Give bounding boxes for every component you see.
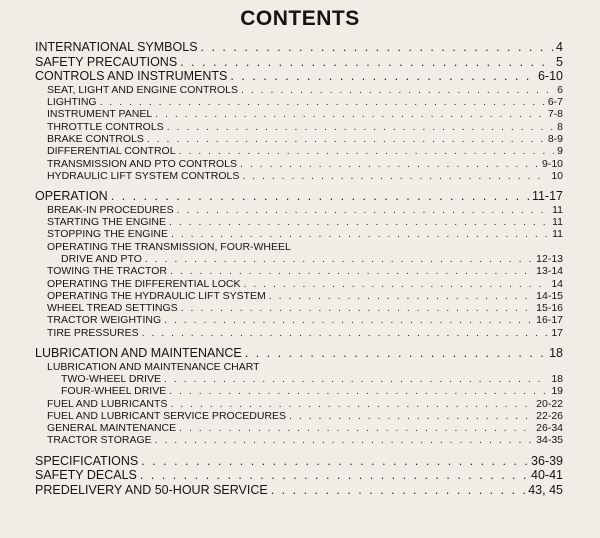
toc-entry-title: GENERAL MAINTENANCE [47,422,177,435]
toc-entry [35,265,563,277]
dot-leader [145,253,533,265]
toc-entry [35,434,563,446]
toc-entry-page: 7-8 [547,108,563,121]
dot-leader [169,385,548,397]
toc-entry-title: THROTTLE CONTROLS [47,120,164,133]
toc-entry-title: TRANSMISSION AND PTO CONTROLS [47,157,237,170]
toc-entry-page: 40-41 [531,468,563,483]
toc-entry-title: WHEEL TREAD SETTINGS [47,302,178,315]
toc-entry-page: 26-34 [536,422,563,435]
toc-entry-page: 6-7 [547,96,563,109]
dot-leader [269,290,533,302]
dot-leader [230,69,535,84]
toc-entry [35,69,563,84]
toc-entry-page: 8-9 [547,132,563,145]
toc-entry [35,278,563,290]
table-of-contents [35,40,563,497]
toc-entry-title: CONTROLS AND INSTRUMENTS [35,69,228,84]
dot-leader [201,40,554,55]
toc-entry-page: 9-10 [541,157,563,170]
toc-entry [35,189,563,204]
toc-entry-title: HYDRAULIC LIFT SYSTEM CONTROLS [47,169,240,182]
dot-leader [111,189,529,204]
toc-entry [35,302,563,314]
toc-entry-title: FOUR-WHEEL DRIVE [61,385,167,398]
dot-leader [167,121,554,133]
toc-entry-title: OPERATION [35,189,108,204]
toc-entry-title: TRACTOR STORAGE [47,434,152,447]
toc-entry-title: INTERNATIONAL SYMBOLS [35,40,198,54]
toc-entry-title: DRIVE AND PTO [61,252,142,265]
section-gap [35,339,563,346]
toc-entry [35,410,563,422]
toc-entry-page: 4 [556,40,563,54]
toc-entry [35,398,563,410]
toc-entry-title: SEAT, LIGHT AND ENGINE CONTROLS [47,83,238,96]
dot-leader [100,96,545,108]
dot-leader [141,454,528,469]
toc-entry-page: 5 [556,54,563,69]
toc-entry [35,253,563,265]
toc-entry [35,385,563,397]
toc-entry-page: 11 [552,203,563,216]
toc-entry-title: SAFETY DECALS [35,468,137,483]
toc-entry [35,228,563,240]
toc-entry [35,158,563,170]
toc-entry [35,314,563,326]
dot-leader [147,133,545,145]
toc-entry [35,361,563,373]
section-gap [35,447,563,454]
toc-entry-title: OPERATING THE TRANSMISSION, FOUR-WHEEL [47,240,291,253]
dot-leader [177,204,549,216]
dot-leader [181,302,533,314]
dot-leader [170,265,533,277]
toc-entry-page: 11 [552,228,563,241]
toc-entry-page: 17 [551,326,563,339]
toc-entry-title: PREDELIVERY AND 50-HOUR SERVICE [35,482,268,497]
toc-entry-page: 19 [551,385,563,398]
dot-leader [170,398,533,410]
dot-leader [179,145,555,157]
toc-entry-title: TIRE PRESSURES [47,326,139,339]
toc-entry-title: FUEL AND LUBRICANT SERVICE PROCEDURES [47,409,287,422]
dot-leader [142,327,549,339]
dot-leader [179,422,533,434]
toc-entry-page: 11 [552,216,563,229]
toc-entry [35,133,563,145]
toc-entry [35,346,563,361]
dot-leader [155,108,545,120]
toc-entry-title: BREAK-IN PROCEDURES [47,203,174,216]
toc-entry-page: 36-39 [531,453,563,468]
toc-entry-page: 6 [557,83,563,96]
toc-entry-page: 22-26 [536,409,563,422]
toc-entry [35,483,563,498]
dot-leader [245,346,546,361]
toc-entry-title: TRACTOR WEIGHTING [47,314,162,327]
dot-leader [164,373,548,385]
toc-entry [35,121,563,133]
toc-entry [35,84,563,96]
toc-entry-title: INSTRUMENT PANEL [47,108,153,121]
toc-entry-page: 14 [551,277,563,290]
dot-leader [180,55,553,70]
toc-entry-title: LUBRICATION AND MAINTENANCE [35,346,242,361]
toc-entry [35,468,563,483]
section-gap [35,182,563,189]
toc-entry-page: 14-15 [536,289,563,302]
toc-entry-page: 10 [551,169,563,182]
toc-entry [35,55,563,70]
toc-entry-page: 20-22 [536,397,563,410]
toc-entry [35,216,563,228]
toc-entry-title: OPERATING THE DIFFERENTIAL LOCK [47,277,241,290]
page-title: CONTENTS [240,7,360,30]
toc-entry-title: OPERATING THE HYDRAULIC LIFT SYSTEM [47,289,266,302]
toc-entry-page: 34-35 [536,434,563,447]
toc-entry-page: 8 [557,120,563,133]
toc-entry [35,170,563,182]
toc-entry [35,422,563,434]
toc-entry [35,290,563,302]
toc-entry-title: LUBRICATION AND MAINTENANCE CHART [47,360,260,373]
toc-entry-title: SAFETY PRECAUTIONS [35,54,178,69]
toc-entry-page: 18 [549,346,563,361]
toc-entry-title: SPECIFICATIONS [35,453,139,468]
toc-entry-page: 13-14 [536,265,563,278]
toc-entry-title: TOWING THE TRACTOR [47,265,167,278]
dot-leader [289,410,533,422]
toc-entry-page: 16-17 [536,314,563,327]
toc-entry-title: STARTING THE ENGINE [47,216,167,229]
dot-leader [155,434,534,446]
dot-leader [164,314,533,326]
toc-entry-title: DIFFERENTIAL CONTROL [47,145,176,158]
toc-entry [35,204,563,216]
toc-entry [35,96,563,108]
toc-entry-page: 6-10 [537,69,563,84]
toc-entry-page: 15-16 [536,302,563,315]
toc-entry-title: BRAKE CONTROLS [47,132,144,145]
toc-entry-page: 11-17 [531,189,563,204]
toc-entry-title: FUEL AND LUBRICANTS [47,397,168,410]
toc-entry [35,373,563,385]
dot-leader [140,468,528,483]
dot-leader [244,278,549,290]
dot-leader [171,228,549,240]
toc-entry-page: 12-13 [536,252,563,265]
toc-entry [35,327,563,339]
toc-entry [35,108,563,120]
dot-leader [240,158,539,170]
dot-leader [271,483,526,498]
toc-entry-page: 18 [551,372,563,385]
toc-entry-title: STOPPING THE ENGINE [47,228,168,241]
dot-leader [241,84,554,96]
toc-entry [35,40,563,55]
toc-entry-title: TWO-WHEEL DRIVE [61,372,161,385]
toc-entry [35,145,563,157]
toc-entry-title: LIGHTING [47,96,97,109]
toc-entry-page: 43, 45 [528,482,563,497]
toc-entry [35,241,563,253]
dot-leader [169,216,549,228]
dot-leader [242,170,548,182]
toc-entry-page: 9 [557,145,563,158]
toc-entry [35,454,563,469]
